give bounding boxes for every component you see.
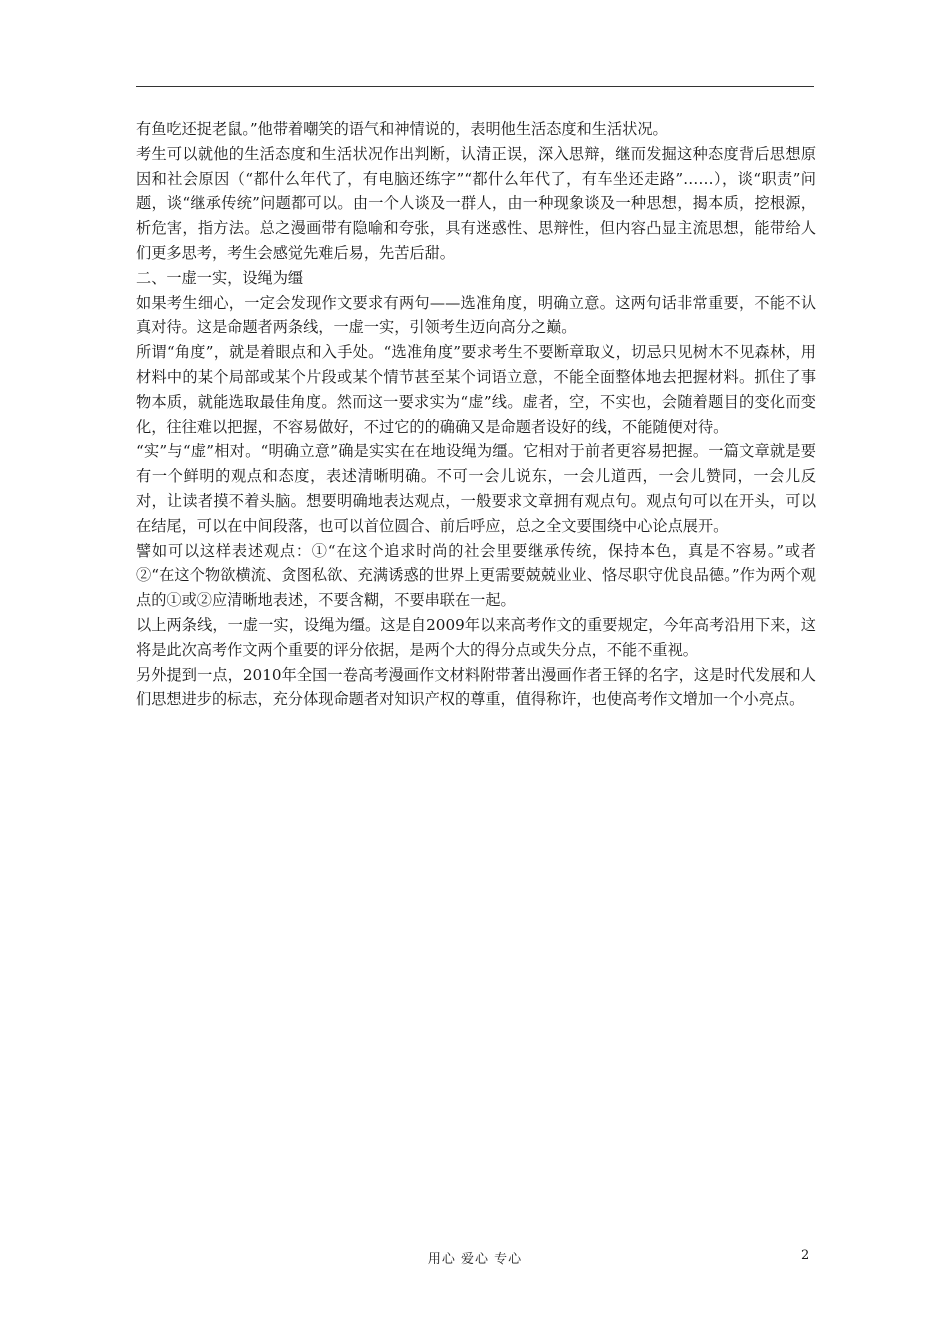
paragraph-6: 譬如可以这样表述观点：①“在这个追求时尚的社会里要继承传统，保持本色，真是不容易。”或者②“在这个物欲横流、贪图私欲、充满诱惑的世界上更需要兢兢业业、恪尽职守优良品德。”作为两个观点的①或②应清晰地表述，不要含糊，不要串联在一起。 [136,541,816,610]
header-rule [136,86,814,87]
paragraph-4: 所谓“角度”，就是着眼点和入手处。“选准角度”要求考生不要断章取义，切忌只见树木不见森林，用材料中的某个局部或某个片段或某个情节甚至某个词语立意，不能全面整体地去把握材料。抓住了事物本质，就能选取最佳角度。然而这一要求实为“虚”线。虚者，空，不实也，会随着题目的变化而变化，往往难以把握，不容易做好，不过它的的确确又是命题者设好的线，不能随便对待。 [136,343,816,436]
page-number: 2 [801,1248,810,1263]
paragraph-8: 另外提到一点，2010年全国一卷高考漫画作文材料附带著出漫画作者王铎的名字，这是时代发展和人们思想进步的标志，充分体现命题者对知识产权的尊重，值得称许，也使高考作文增加一个小亮点。 [136,665,816,709]
section-heading: 二、一虚一实，设绳为缰 [136,268,304,287]
paragraph-2: 考生可以就他的生活态度和生活状况作出判断，认清正误，深入思辩，继而发掘这种态度背后思想原因和社会原因（“都什么年代了，有电脑还练字”“都什么年代了，有车坐还走路”……），谈“职责”问题，谈“继承传统”问题都可以。由一个人谈及一群人，由一种现象谈及一种思想，揭本质，挖根源，析危害，指方法。总之漫画带有隐喻和夸张，具有迷惑性、思辩性，但内容凸显主流思想，能带给人们更多思考，考生会感觉先难后易，先苦后甜。 [136,144,816,262]
footer-motto: 用心 爱心 专心 [427,1252,523,1267]
paragraph-5: “实”与“虚”相对。“明确立意”确是实实在在地设绳为缰。它相对于前者更容易把握。一篇文章就是要有一个鲜明的观点和态度，表述清晰明确。不可一会儿说东，一会儿道西，一会儿赞同，一会儿反对，让读者摸不着头脑。想要明确地表达观点，一般要求文章拥有观点句。观点句可以在开头，可以在结尾，可以在中间段落，也可以首位圆合、前后呼应，总之全文要围绕中心论点展开。 [136,442,816,535]
paragraph-3: 如果考生细心，一定会发现作文要求有两句——选准角度，明确立意。这两句话非常重要，不能不认真对待。这是命题者两条线，一虚一实，引领考生迈向高分之巅。 [136,293,816,337]
paragraph-7: 以上两条线，一虚一实，设绳为缰。这是自2009年以来高考作文的重要规定，今年高考沿用下来，这将是此次高考作文两个重要的评分依据，是两个大的得分点或失分点，不能不重视。 [136,615,816,659]
paragraph-1: 有鱼吃还捉老鼠。”他带着嘲笑的语气和神情说的，表明他生活态度和生活状况。 [136,120,668,138]
document-body [136,117,816,712]
